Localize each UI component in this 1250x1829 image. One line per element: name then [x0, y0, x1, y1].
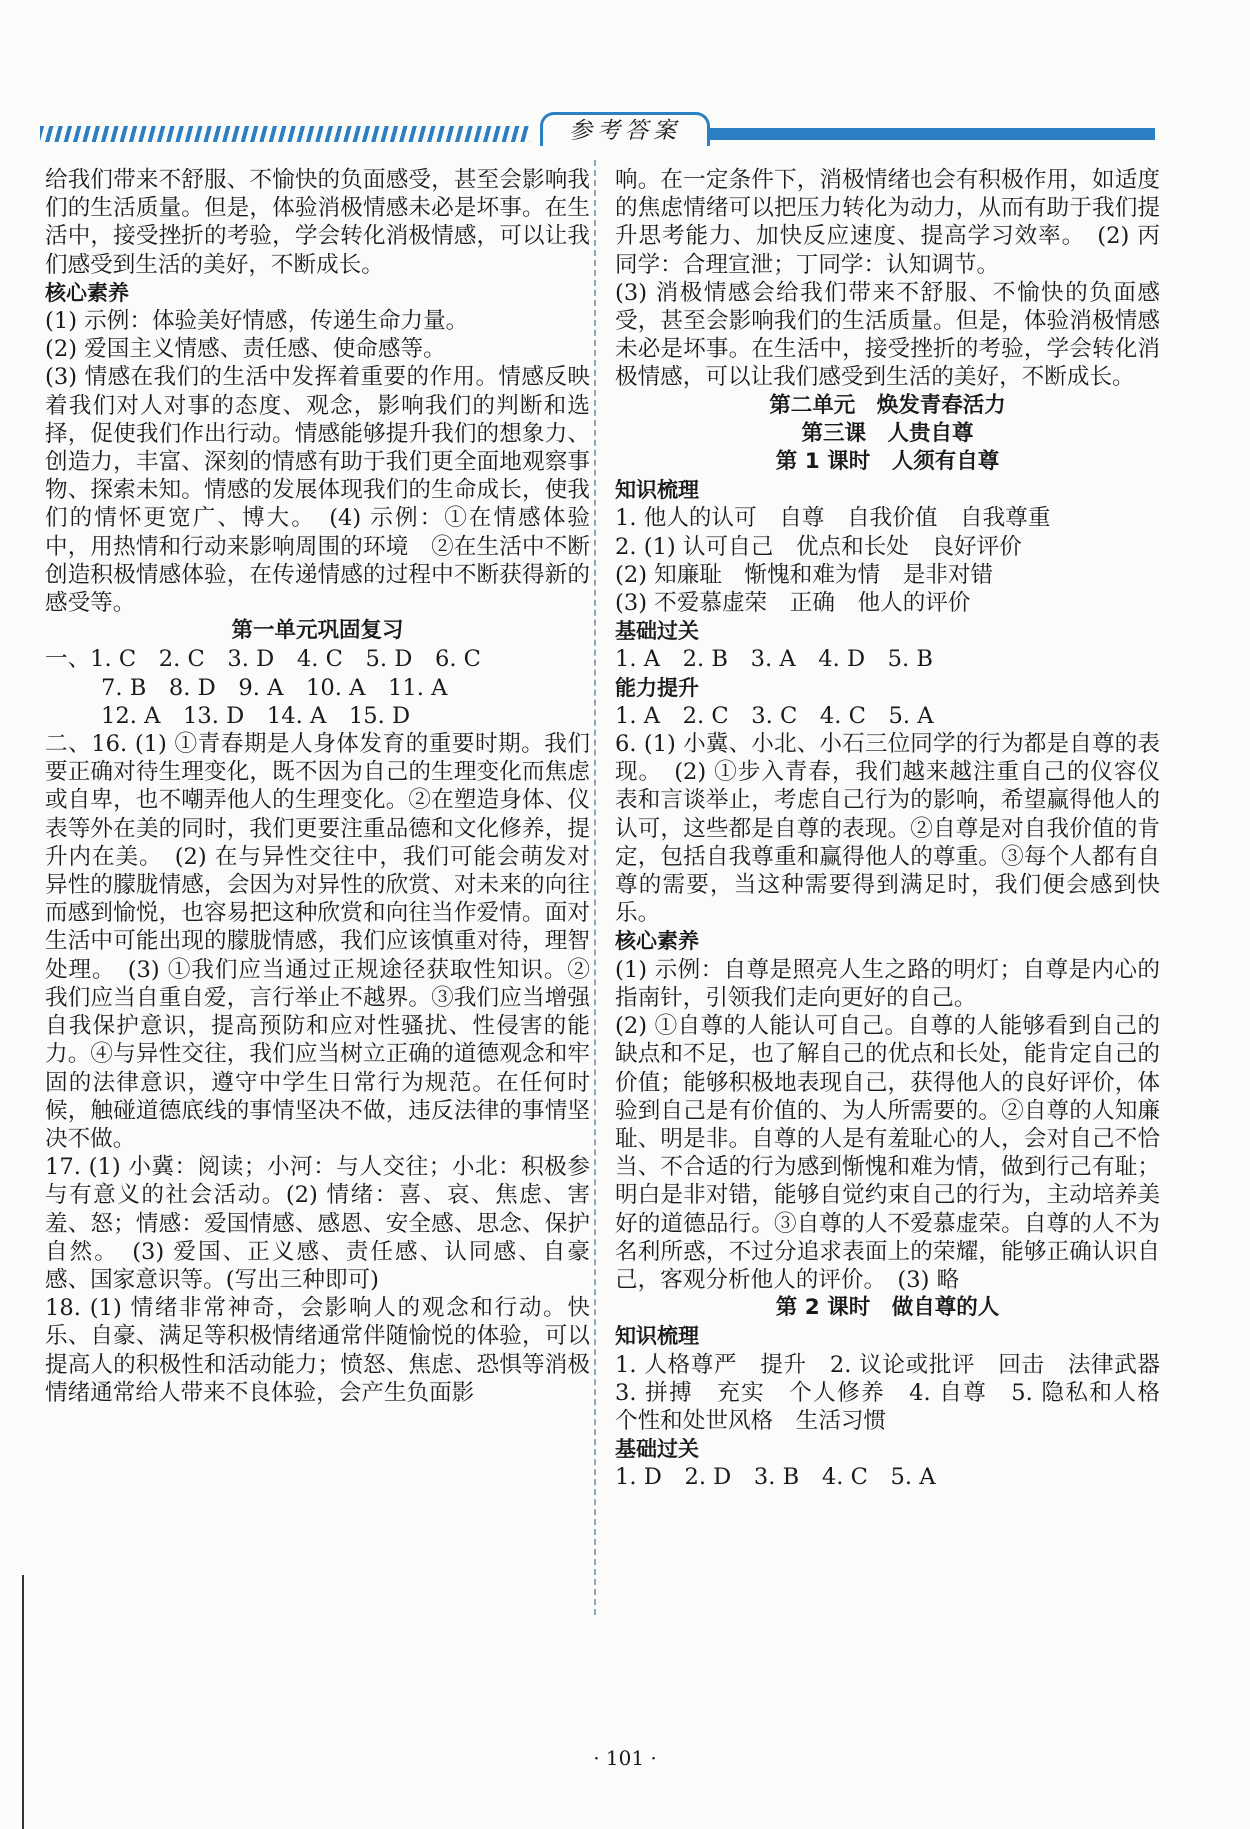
answer-header-banner — [40, 112, 1155, 146]
answer-paragraph: 给我们带来不舒服、不愉快的负面感受，甚至会影响我们的生活质量。但是，体验消极情感未必是坏事。在生活中，接受挫折的考验，学会转化消极情感，可以让我们感受到生活的美好，不断成长。 — [45, 167, 590, 278]
answer-paragraph: 1. A 2. B 3. A 4. D 5. B — [615, 646, 934, 673]
section-heading: 能力提升 — [615, 675, 699, 700]
answer-paragraph: (1) 示例：体验美好情感，传递生命力量。 — [45, 308, 469, 335]
answer-paragraph: (2) 知廉耻 惭愧和难为情 是非对错 — [615, 561, 994, 588]
answer-paragraph: 6. (1) 小冀、小北、小石三位同学的行为都是自尊的表现。 (2) ①步入青春，我们越来越注重自己的仪容仪表和言谈举止，考虑自己行为的影响，希望赢得他人的认可，这些都是自尊的表现。②自尊是对自我价值的肯定，包括自我尊重和赢得他人的尊重。③每个人都有自尊的需要，当这种需要得到满足时，我们便会感到快乐。 — [615, 731, 1160, 927]
page-number: · 101 · — [593, 1746, 657, 1770]
unit-title: 第一单元巩固复习 — [231, 618, 404, 644]
left-answer-column — [45, 166, 590, 1407]
answer-paragraph: 1. 人格尊严 提升 2. 议论或批评 回击 法律武器 3. 拼搏 充实 个人修养 4. 自尊 5. 隐私和人格 个性和处世风格 生活习惯 — [615, 1351, 1183, 1434]
answer-paragraph: (3) 不爱慕虚荣 正确 他人的评价 — [615, 590, 971, 617]
unit-title: 第 1 课时 人须有自尊 — [775, 449, 1000, 475]
answer-paragraph: (2) 爱国主义情感、责任感、使命感等。 — [45, 336, 446, 363]
unit-title: 第三课 人贵自尊 — [801, 420, 974, 446]
section-heading: 核心素养 — [615, 929, 699, 954]
answer-paragraph: 2. (1) 认可自己 优点和长处 良好评价 — [615, 533, 1022, 560]
section-heading: 知识梳理 — [615, 478, 699, 503]
unit-title: 第 2 课时 做自尊的人 — [775, 1295, 1000, 1321]
answer-paragraph: (3) 情感在我们的生活中发挥着重要的作用。情感反映着我们对人对事的态度、观念，影响我们的判断和选择，促使我们作出行动。情感能够提升我们的想象力、创造力，丰富、深刻的情感有助于我们更全面地观察事物、探索未知。情感的发展体现我们的生命成长，使我们的情怀更宽广、博大。 (4) 示例：①在情感体验中，用热情和行动来影响周围的环境 ②在生活中不断创造积极情感体验，在传递情感的过程中不断获得新的感受等。 — [45, 364, 590, 617]
header-title: 参考答案 — [540, 112, 710, 146]
section-heading: 核心素养 — [45, 280, 129, 305]
answer-paragraph: 一、1. C 2. C 3. D 4. C 5. D 6. C — [45, 646, 481, 673]
answer-paragraph: 1. A 2. C 3. C 4. C 5. A — [615, 702, 934, 729]
answer-paragraph: 二、16. (1) ①青春期是人身体发育的重要时期。我们要正确对待生理变化，既不因为自己的生理变化而焦虑或自卑，也不嘲弄他人的生理变化。②在塑造身体、仪表等外在美的同时，我们更要注重品德和文化修养，提升内在美。 (2) 在与异性交往中，我们可能会萌发对异性的朦胧情感，会因为对异性的欣赏、对未来的向往而感到愉悦，也容易把这种欣赏和向往当作爱情。面对生活中可能出现的朦胧情感，我们应该慎重对待，理智处理。 (3) ①我们应当通过正规途径获取性知识。②我们应当自重自爱，言行举止不越界。③我们应当增强自我保护意识，提高预防和应对性骚扰、性侵害的能力。④与异性交往，我们应当树立正确的道德观念和牢固的法律意识，遵守中学生日常行为规范。在任何时候，触碰道德底线的事情坚决不做，违反法律的事情坚决不做。 — [45, 731, 590, 1152]
section-heading: 知识梳理 — [615, 1324, 699, 1349]
answer-paragraph: 1. D 2. D 3. B 4. C 5. A — [615, 1464, 936, 1491]
answer-paragraph: 7. B 8. D 9. A 10. A 11. A — [101, 674, 448, 701]
column-divider — [594, 160, 596, 1615]
answer-paragraph: (2) ①自尊的人能认可自己。自尊的人能够看到自己的缺点和不足，也了解自己的优点和长处，能肯定自己的价值；能够积极地表现自己，获得他人的良好评价，体验到自己是有价值的、为人所需要的。②自尊的人知廉耻、明是非。自尊的人是有羞耻心的人，会对自己不恰当、不合适的行为感到惭愧和难为情，做到行己有耻；明白是非对错，能够自觉约束自己的行为，主动培养美好的道德品行。③自尊的人不爱慕虚荣。自尊的人不为名利所惑，不过分追求表面上的荣耀，能够正确认识自己，客观分析他人的评价。 (3) 略 — [615, 1013, 1160, 1293]
right-answer-column — [615, 166, 1183, 1492]
header-hatch-decoration — [40, 126, 530, 142]
answer-paragraph: 18. (1) 情绪非常神奇，会影响人的观念和行动。快乐、自豪、满足等积极情绪通常伴随愉悦的体验，可以提高人的积极性和活动能力；愤怒、焦虑、恐惧等消极情绪通常给人带来不良体验，会产生负面影 — [45, 1295, 590, 1406]
scan-edge-line — [22, 1575, 24, 1829]
answer-paragraph: (1) 示例：自尊是照亮人生之路的明灯；自尊是内心的指南针，引领我们走向更好的自己。 — [615, 956, 1160, 1011]
header-bar-decoration — [708, 128, 1155, 140]
answer-paragraph: (3) 消极情感会给我们带来不舒服、不愉快的负面感受，甚至会影响我们的生活质量。但是，体验消极情感未必是坏事。在生活中，接受挫折的考验，学会转化消极情感，可以让我们感受到生活的美好，不断成长。 — [615, 279, 1160, 391]
section-heading: 基础过关 — [615, 1437, 699, 1462]
section-heading: 基础过关 — [615, 619, 699, 644]
answer-paragraph: 响。在一定条件下，消极情绪也会有积极作用，如适度的焦虑情绪可以把压力转化为动力，从而有助于我们提升思考能力、加快反应速度、提高学习效率。 (2) 丙同学：合理宣泄；丁同学：认知调节。 — [615, 167, 1160, 278]
answer-paragraph: 12. A 13. D 14. A 15. D — [101, 702, 411, 729]
answer-paragraph: 1. 他人的认可 自尊 自我价值 自我尊重 — [615, 505, 1051, 532]
unit-title: 第二单元 焕发青春活力 — [769, 392, 1006, 418]
answer-paragraph: 17. (1) 小冀：阅读；小河：与人交往；小北：积极参与有意义的社会活动。(2) 情绪：喜、哀、焦虑、害羞、怒；情感：爱国情感、感恩、安全感、思念、保护自然。 (3) 爱国、正义感、责任感、认同感、自豪感、国家意识等。(写出三种即可) — [45, 1154, 590, 1293]
